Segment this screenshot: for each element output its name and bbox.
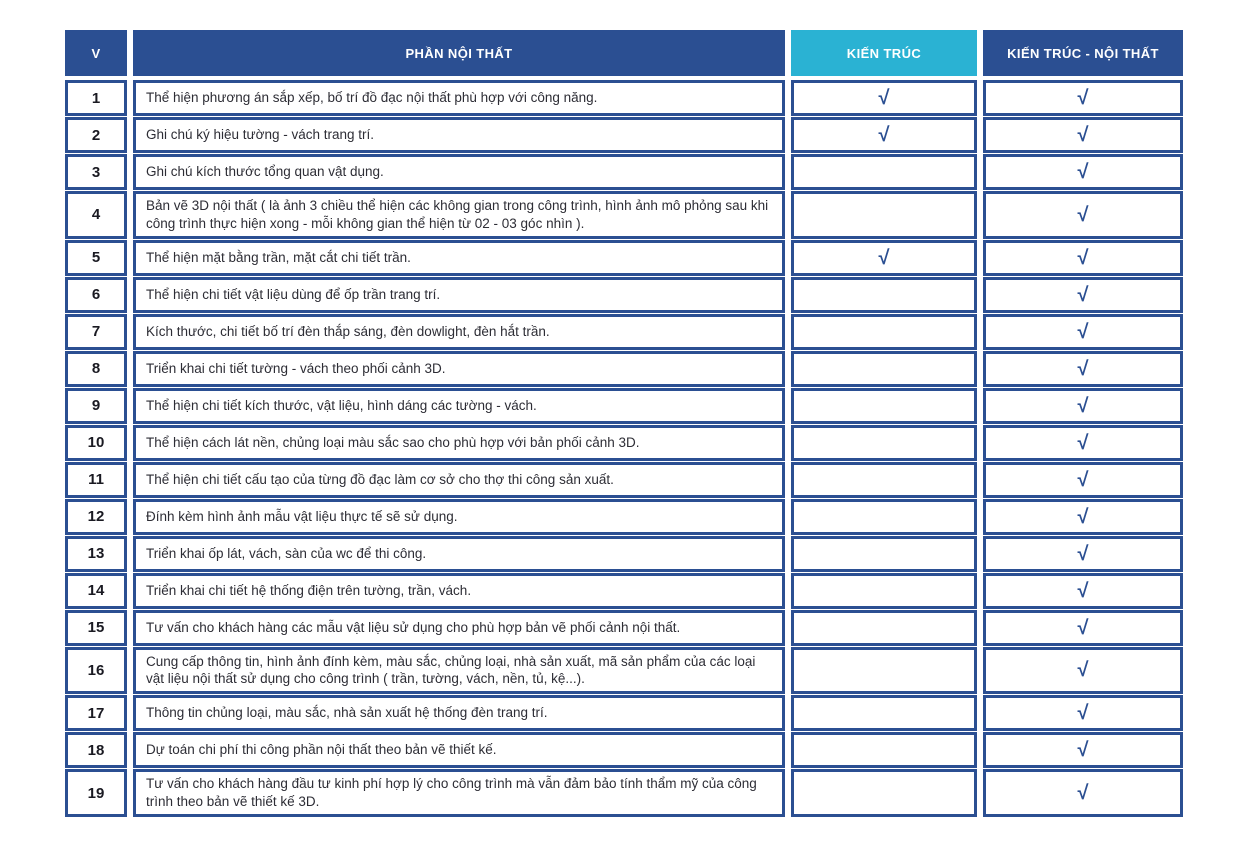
row-description: Đính kèm hình ảnh mẫu vật liệu thực tế sẽ sử dụng. xyxy=(133,499,785,535)
table-row xyxy=(65,610,1183,646)
row-number: 18 xyxy=(65,732,127,768)
row-description: Thể hiện cách lát nền, chủng loại màu sắc sao cho phù hợp với bản phối cảnh 3D. xyxy=(133,425,785,461)
check-cell-architecture-interior: √ xyxy=(983,425,1183,461)
header-index-column: V xyxy=(65,30,127,76)
row-description: Thông tin chủng loại, màu sắc, nhà sản xuất hệ thống đèn trang trí. xyxy=(133,695,785,731)
row-description: Tư vấn cho khách hàng đầu tư kinh phí hợp lý cho công trình mà vẫn đảm bảo tính thẩm mỹ của công trình theo bản vẽ thiết kế 3D. xyxy=(133,769,785,817)
check-cell-architecture-interior: √ xyxy=(983,499,1183,535)
check-cell-architecture xyxy=(791,191,977,239)
check-cell-architecture xyxy=(791,732,977,768)
table-row xyxy=(65,117,1183,153)
header-interior-section: PHẦN NỘI THẤT xyxy=(133,30,785,76)
row-description: Thể hiện phương án sắp xếp, bố trí đồ đạc nội thất phù hợp với công năng. xyxy=(133,80,785,116)
table-row xyxy=(65,314,1183,350)
table-row xyxy=(65,462,1183,498)
check-cell-architecture xyxy=(791,277,977,313)
row-description: Tư vấn cho khách hàng các mẫu vật liệu sử dụng cho phù hợp bản vẽ phối cảnh nội thất. xyxy=(133,610,785,646)
table-body xyxy=(65,80,1183,817)
table-row xyxy=(65,769,1183,817)
check-cell-architecture xyxy=(791,573,977,609)
check-cell-architecture xyxy=(791,695,977,731)
table-row xyxy=(65,277,1183,313)
row-description: Triển khai ốp lát, vách, sàn của wc để thi công. xyxy=(133,536,785,572)
table-row xyxy=(65,191,1183,239)
check-cell-architecture-interior: √ xyxy=(983,240,1183,276)
row-description: Ghi chú kích thước tổng quan vật dụng. xyxy=(133,154,785,190)
check-cell-architecture-interior: √ xyxy=(983,191,1183,239)
check-cell-architecture xyxy=(791,425,977,461)
check-cell-architecture-interior: √ xyxy=(983,769,1183,817)
row-number: 7 xyxy=(65,314,127,350)
row-number: 2 xyxy=(65,117,127,153)
table-row xyxy=(65,154,1183,190)
check-cell-architecture xyxy=(791,536,977,572)
row-description: Bản vẽ 3D nội thất ( là ảnh 3 chiều thể hiện các không gian trong công trình, hình ảnh mô phỏng sau khi công trình thực hiện xong - mỗi không gian thể hiện từ 02 - 03 góc nhìn ). xyxy=(133,191,785,239)
table-row xyxy=(65,425,1183,461)
check-cell-architecture: √ xyxy=(791,80,977,116)
check-cell-architecture-interior: √ xyxy=(983,154,1183,190)
check-cell-architecture xyxy=(791,314,977,350)
row-number: 11 xyxy=(65,462,127,498)
check-cell-architecture xyxy=(791,351,977,387)
check-cell-architecture-interior: √ xyxy=(983,573,1183,609)
row-number: 12 xyxy=(65,499,127,535)
row-description: Thể hiện chi tiết kích thước, vật liệu, hình dáng các tường - vách. xyxy=(133,388,785,424)
row-number: 17 xyxy=(65,695,127,731)
check-cell-architecture-interior: √ xyxy=(983,462,1183,498)
check-cell-architecture: √ xyxy=(791,240,977,276)
check-cell-architecture xyxy=(791,388,977,424)
table-row xyxy=(65,536,1183,572)
check-cell-architecture: √ xyxy=(791,117,977,153)
header-architecture-interior: KIẾN TRÚC - NỘI THẤT xyxy=(983,30,1183,76)
check-cell-architecture-interior: √ xyxy=(983,647,1183,695)
row-number: 13 xyxy=(65,536,127,572)
row-description: Thể hiện mặt bằng trần, mặt cắt chi tiết trần. xyxy=(133,240,785,276)
table-row xyxy=(65,573,1183,609)
check-cell-architecture-interior: √ xyxy=(983,536,1183,572)
table-row xyxy=(65,647,1183,695)
table-header-row xyxy=(65,30,1183,76)
row-number: 9 xyxy=(65,388,127,424)
row-number: 4 xyxy=(65,191,127,239)
check-cell-architecture-interior: √ xyxy=(983,610,1183,646)
check-cell-architecture xyxy=(791,462,977,498)
header-architecture: KIẾN TRÚC xyxy=(791,30,977,76)
row-description: Triển khai chi tiết hệ thống điện trên tường, trần, vách. xyxy=(133,573,785,609)
row-description: Dự toán chi phí thi công phần nội thất theo bản vẽ thiết kế. xyxy=(133,732,785,768)
check-cell-architecture xyxy=(791,769,977,817)
row-number: 14 xyxy=(65,573,127,609)
row-number: 19 xyxy=(65,769,127,817)
row-description: Triển khai chi tiết tường - vách theo phối cảnh 3D. xyxy=(133,351,785,387)
row-number: 10 xyxy=(65,425,127,461)
check-cell-architecture xyxy=(791,610,977,646)
check-cell-architecture-interior: √ xyxy=(983,80,1183,116)
row-description: Ghi chú ký hiệu tường - vách trang trí. xyxy=(133,117,785,153)
check-cell-architecture-interior: √ xyxy=(983,277,1183,313)
scope-comparison-table xyxy=(65,30,1183,817)
table-row xyxy=(65,240,1183,276)
check-cell-architecture-interior: √ xyxy=(983,388,1183,424)
row-description: Thể hiện chi tiết cấu tạo của từng đồ đạc làm cơ sở cho thợ thi công sản xuất. xyxy=(133,462,785,498)
check-cell-architecture xyxy=(791,499,977,535)
table-row xyxy=(65,499,1183,535)
row-description: Kích thước, chi tiết bố trí đèn thắp sáng, đèn dowlight, đèn hắt trần. xyxy=(133,314,785,350)
row-description: Cung cấp thông tin, hình ảnh đính kèm, màu sắc, chủng loại, nhà sản xuất, mã sản phẩm của các loại vật liệu nội thất sử dụng cho công trình ( trần, tường, vách, nền, tủ, kệ...). xyxy=(133,647,785,695)
row-number: 6 xyxy=(65,277,127,313)
table-row xyxy=(65,351,1183,387)
check-cell-architecture-interior: √ xyxy=(983,314,1183,350)
table-row xyxy=(65,80,1183,116)
check-cell-architecture xyxy=(791,154,977,190)
row-number: 3 xyxy=(65,154,127,190)
table-row xyxy=(65,695,1183,731)
row-number: 1 xyxy=(65,80,127,116)
row-number: 5 xyxy=(65,240,127,276)
check-cell-architecture xyxy=(791,647,977,695)
table-row xyxy=(65,732,1183,768)
row-number: 16 xyxy=(65,647,127,695)
check-cell-architecture-interior: √ xyxy=(983,117,1183,153)
row-number: 8 xyxy=(65,351,127,387)
row-description: Thể hiện chi tiết vật liệu dùng để ốp trần trang trí. xyxy=(133,277,785,313)
row-number: 15 xyxy=(65,610,127,646)
check-cell-architecture-interior: √ xyxy=(983,695,1183,731)
check-cell-architecture-interior: √ xyxy=(983,351,1183,387)
table-row xyxy=(65,388,1183,424)
check-cell-architecture-interior: √ xyxy=(983,732,1183,768)
